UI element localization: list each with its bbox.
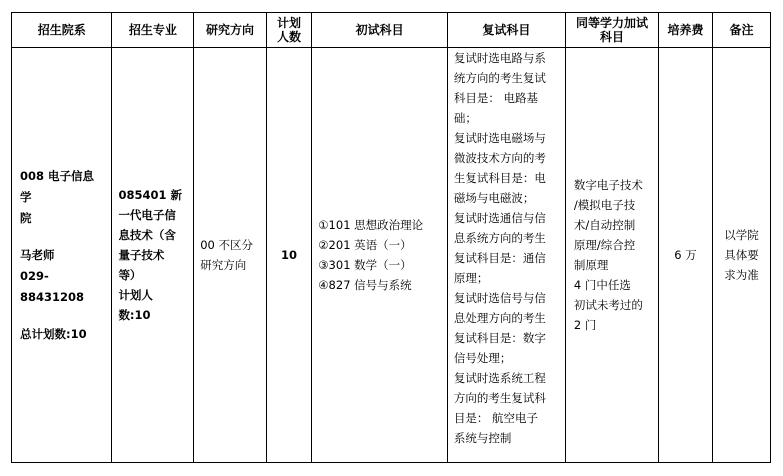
initial-subject: ④827 信号与系统	[318, 278, 412, 292]
header-equiv	[565, 13, 658, 48]
major-line-4: 量子技术	[118, 248, 165, 262]
retest-line: 息处理方向的考生	[453, 311, 546, 325]
equiv-line: 制原理	[573, 258, 609, 272]
equiv-line: 原理/综合控	[573, 238, 636, 252]
retest-line: 复试时选电路与系	[453, 51, 546, 65]
note-cell	[712, 48, 770, 463]
initial-subjects-cell	[312, 48, 448, 463]
table-row	[12, 48, 771, 463]
dept-contact: 马老师	[20, 247, 55, 262]
major-line-5: 等）	[118, 268, 142, 282]
header-equiv-line-2: 科目	[600, 30, 625, 44]
note-line: 求为准	[724, 268, 759, 282]
initial-subject: ③301 数学（一）	[318, 258, 412, 272]
retest-line: 息系统方向的考生	[453, 231, 546, 245]
retest-line: 复试时选电磁场与	[453, 131, 546, 145]
equiv-line: 初试未考过的	[573, 298, 643, 312]
initial-subject: ②201 英语（一）	[318, 238, 412, 252]
equiv-line: 数字电子技术	[573, 178, 643, 192]
dept-name-line-2: 院	[20, 210, 32, 225]
retest-line: 原理；	[453, 271, 489, 285]
note-line: 以学院	[724, 228, 759, 242]
plan-count-cell: 10	[266, 48, 312, 463]
retest-line: 方向的考生复试科	[453, 391, 546, 405]
retest-line: 信号处理；	[453, 351, 512, 365]
retest-line: 复试科目是：通信	[453, 251, 546, 265]
fee-cell: 6 万	[659, 48, 713, 463]
dept-total-plan: 总计划数:10	[20, 326, 87, 341]
header-note: 备注	[712, 13, 770, 48]
header-fee: 培养费	[659, 13, 713, 48]
retest-line: 微波技术方向的考	[453, 151, 546, 165]
retest-line: 生复试科目是：电	[453, 171, 546, 185]
initial-subject: ①101 思想政治理论	[318, 218, 424, 232]
header-equiv-line-1: 同等学力加试	[576, 16, 649, 30]
admission-table	[11, 12, 771, 463]
header-initial: 初试科目	[312, 13, 448, 48]
header-direction: 研究方向	[194, 13, 266, 48]
direction-cell	[194, 48, 266, 463]
equiv-subjects-cell	[565, 48, 658, 463]
retest-line: 复试时选信号与信	[453, 291, 546, 305]
header-plan-line-1: 计划	[276, 16, 301, 30]
major-line-7: 数:10	[118, 308, 151, 322]
major-cell	[112, 48, 194, 463]
header-plan-line-2: 人数	[276, 30, 301, 44]
retest-line: 统方向的考生复试	[453, 71, 546, 85]
retest-line: 系统与控制	[453, 431, 512, 445]
retest-line: 础；	[453, 111, 477, 125]
dept-cell	[12, 48, 112, 463]
equiv-line: 术/自动控制	[573, 218, 636, 232]
major-line-2: 一代电子信	[118, 208, 176, 222]
header-major: 招生专业	[112, 13, 194, 48]
retest-line: 目是： 航空电子	[453, 411, 539, 425]
header-row	[12, 13, 771, 48]
direction-line-1: 00 不区分	[200, 238, 254, 252]
dept-phone: 029-88431208	[20, 268, 85, 304]
note-line: 具体要	[724, 248, 759, 262]
retest-subjects-cell	[447, 48, 565, 463]
retest-line: 科目是： 电路基	[453, 91, 539, 105]
major-line-3: 息技术（含	[118, 228, 176, 242]
retest-line: 复试时选通信与信	[453, 211, 546, 225]
dept-name-line-1: 008 电子信息学	[20, 168, 95, 204]
header-dept: 招生院系	[12, 13, 112, 48]
direction-line-2: 研究方向	[200, 258, 247, 272]
header-retest: 复试科目	[447, 13, 565, 48]
retest-line: 复试时选系统工程	[453, 371, 546, 385]
equiv-line: /模拟电子技	[573, 198, 636, 212]
equiv-line: 4 门中任选	[573, 278, 631, 292]
equiv-line: 2 门	[573, 318, 597, 332]
header-plan	[266, 13, 312, 48]
retest-line: 磁场与电磁波；	[453, 191, 535, 205]
major-line-6: 计划人	[118, 288, 153, 302]
retest-line: 复试科目是：数字	[453, 331, 546, 345]
major-line-1: 085401 新	[118, 188, 182, 202]
